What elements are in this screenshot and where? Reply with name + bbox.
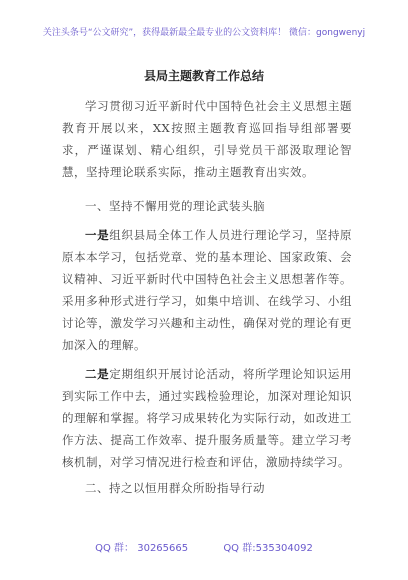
paragraph-point-1: [62, 224, 352, 356]
section-heading-2: 二、持之以恒用群众所盼指导行动: [85, 481, 265, 495]
point-1-text: 组织县局全体工作人员进行理论学习，坚持原原本本学习，包括党章、党的基本理论、国家政策、会议精神、习近平新时代中国特色社会主义思想著作等。采用多种形式进行学习，如集中培训、在线学习、小组讨论等，激发学习兴趣和主动性，确保对党的理论有更加深入的理解。: [62, 228, 353, 352]
footer-qq-group-2: QQ 群:535304092: [223, 543, 313, 554]
intro-paragraph: 学习贯彻习近平新时代中国特色社会主义思想主题教育开展以来，XX按照主题教育巡回指导组部署要求，严谨谋划、精心组织，引导党员干部汲取理论智慧，坚持理论联系实际，推动主题教育出实效。: [62, 99, 352, 179]
point-1-lead: 一是: [85, 228, 110, 242]
footer-qq-group-1: QQ 群： 30265665: [95, 543, 189, 554]
document-title: 县局主题教育工作总结: [143, 69, 264, 83]
section-heading-1: 一、坚持不懈用党的理论武装头脑: [85, 199, 265, 213]
header-promo-note: 关注头条号“公文研究”，获得最新最全最专业的公文资料库！ 微信：gongwenyj: [42, 28, 366, 38]
point-2-lead: 二是: [85, 367, 110, 381]
paragraph-point-2: [62, 363, 352, 473]
footer-qq-groups: [0, 539, 408, 554]
point-2-text: 定期组织开展讨论活动，将所学理论知识运用到实际工作中去，通过实践检验理论，加深对理论知识的理解和掌握。将学习成果转化为实际行动，如改进工作方法、提高工作效率、提升服务质量等。建立学习考核机制，对学习情况进行检查和评估，激励持续学习。: [62, 367, 353, 469]
